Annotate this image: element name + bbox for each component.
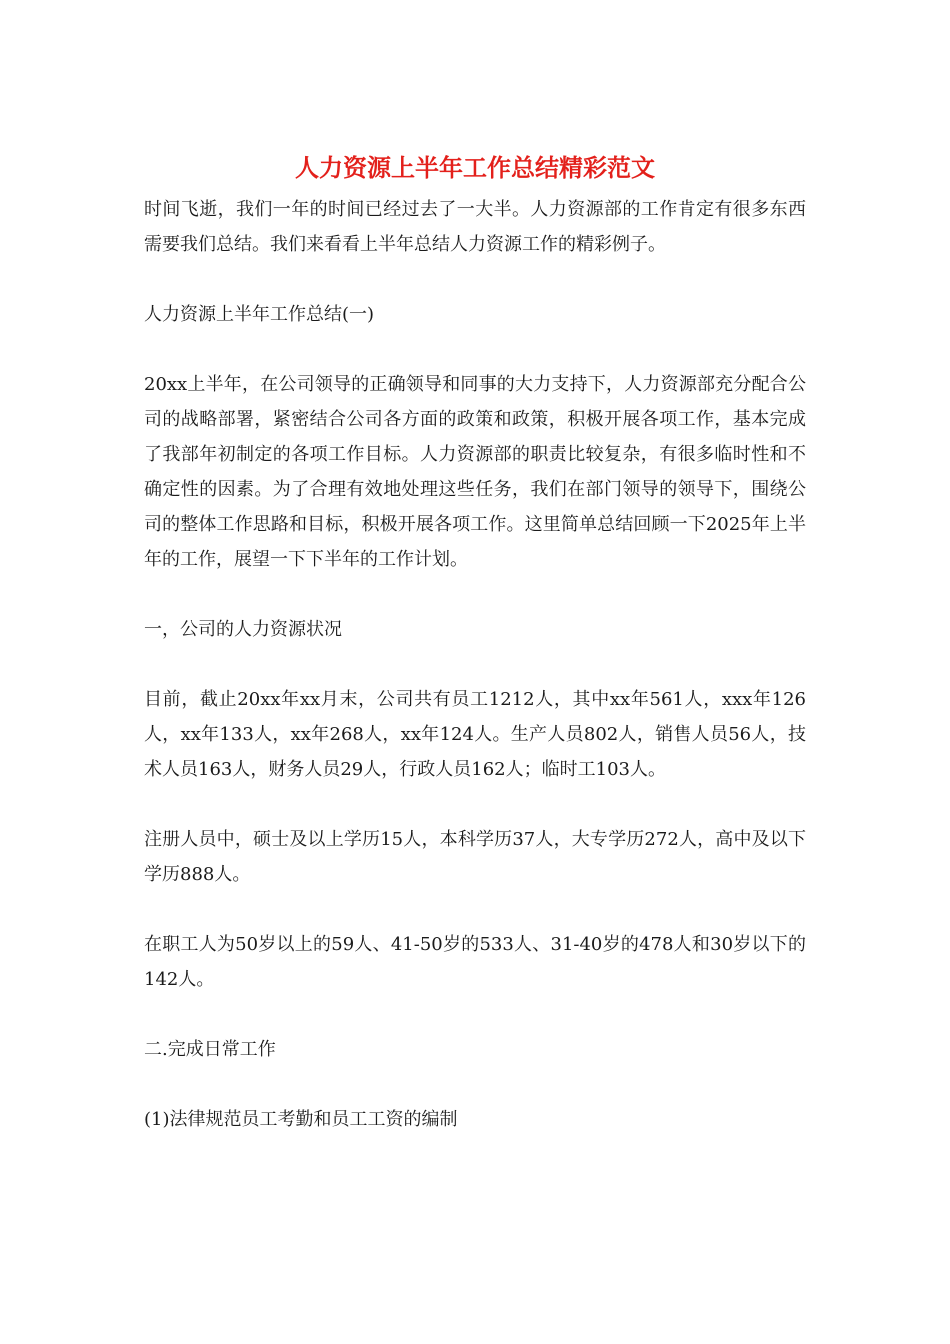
section-heading-summary-one: 人力资源上半年工作总结(一) xyxy=(144,304,375,325)
staff-count-paragraph: 目前，截止20xx年xx月末，公司共有员工1212人，其中xx年561人，xxx年126人，xx年133人，xx年268人，xx年124人。生产人员802人，销售人员56人，技术人员163人，财务人员29人，行政人员162人；临时工103人。 xyxy=(144,689,806,780)
age-distribution-paragraph: 在职工人为50岁以上的59人、41-50岁的533人、31-40岁的478人和30岁以下的142人。 xyxy=(144,934,806,990)
section-heading-hr-status: 一，公司的人力资源状况 xyxy=(144,619,342,640)
subsection-heading-attendance: (1)法律规范员工考勤和员工工资的编制 xyxy=(144,1109,458,1130)
overview-paragraph: 20xx上半年，在公司领导的正确领导和同事的大力支持下，人力资源部充分配合公司的战略部署，紧密结合公司各方面的政策和政策，积极开展各项工作，基本完成了我部年初制定的各项工作目标。人力资源部的职责比较复杂，有很多临时性和不确定性的因素。为了合理有效地处理这些任务，我们在部门领导的领导下，围绕公司的整体工作思路和目标，积极开展各项工作。这里简单总结回顾一下2025年上半年的工作，展望一下下半年的工作计划。 xyxy=(144,374,806,570)
intro-paragraph: 时间飞逝，我们一年的时间已经过去了一大半。人力资源部的工作肯定有很多东西需要我们总结。我们来看看上半年总结人力资源工作的精彩例子。 xyxy=(144,199,806,255)
document-body xyxy=(144,192,806,1172)
document-title: 人力资源上半年工作总结精彩范文 xyxy=(295,153,655,182)
education-paragraph: 注册人员中，硕士及以上学历15人，本科学历37人，大专学历272人，高中及以下学历888人。 xyxy=(144,829,806,885)
section-heading-daily-work: 二.完成日常工作 xyxy=(144,1039,276,1060)
